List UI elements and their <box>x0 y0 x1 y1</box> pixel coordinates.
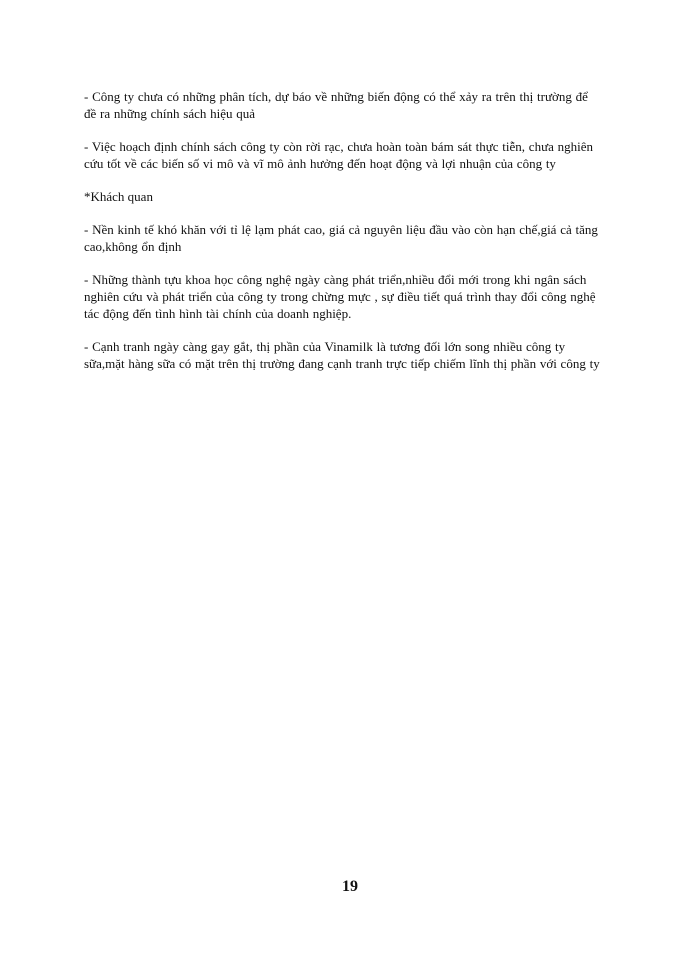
paragraph-policy <box>84 138 614 172</box>
section-heading-objective: *Khách quan <box>84 189 153 204</box>
text-line: tác động đến tình hình tài chính của doanh nghiệp. <box>84 306 352 321</box>
text-line: - Những thành tựu khoa học công nghệ ngày càng phát triển,nhiều đổi mới trong khi ngân sách <box>84 272 587 287</box>
text-line: - Nền kinh tế khó khăn với tỉ lệ lạm phát cao, giá cả nguyên liệu đầu vào còn hạn chế,giá cả tăng <box>84 222 598 237</box>
text-line: nghiên cứu và phát triển của công ty trong chừng mực , sự điều tiết quá trình thay đổi công nghệ <box>84 289 596 304</box>
paragraph-economy <box>84 221 614 255</box>
text-line: - Cạnh tranh ngày càng gay gắt, thị phần của Vinamilk là tương đối lớn song nhiều công ty <box>84 339 566 354</box>
text-line: cứu tốt về các biến số vi mô và vĩ mô ảnh hưởng đến hoạt động và lợi nhuận của công ty <box>84 156 556 171</box>
text-line: - Việc hoạch định chính sách công ty còn rời rạc, chưa hoàn toàn bám sát thực tiễn, chưa nghiên <box>84 139 594 154</box>
paragraph-competition <box>84 338 614 372</box>
paragraph-technology <box>84 271 614 322</box>
page-content <box>84 88 614 388</box>
text-line: sữa,mặt hàng sữa có mặt trên thị trường đang cạnh tranh trực tiếp chiếm lĩnh thị phần với công ty <box>84 356 600 371</box>
text-line: đề ra những chính sách hiệu quả <box>84 106 256 121</box>
paragraph-analysis <box>84 88 614 122</box>
page-number: 19 <box>342 878 358 895</box>
text-line: cao,không ổn định <box>84 239 182 254</box>
text-line: - Công ty chưa có những phân tích, dự báo về những biến động có thể xảy ra trên thị trường để <box>84 89 588 104</box>
